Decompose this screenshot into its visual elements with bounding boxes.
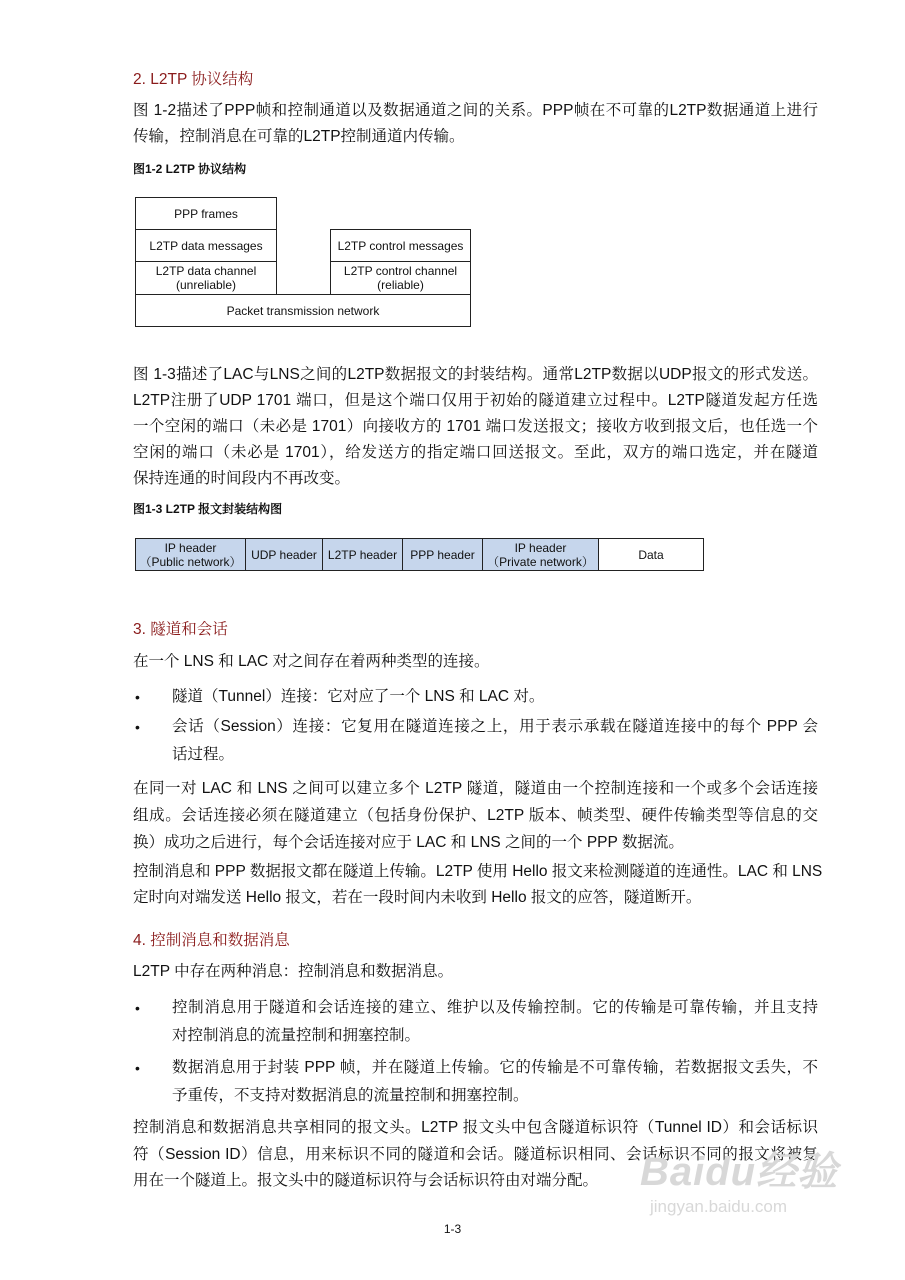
page-number: 1-3 <box>443 1222 462 1236</box>
network-box: Packet transmission network <box>135 294 471 327</box>
baidu-watermark <box>640 1140 838 1217</box>
ip-public-cell <box>135 538 246 571</box>
bullet: • <box>135 1060 140 1076</box>
text-line: 数据消息用于封装 PPP 帧，并在隧道上传输。它的传输是不可靠传输，若数据报文丢失，不 <box>172 1059 818 1076</box>
label: (reliable) <box>377 278 424 292</box>
text-line: 隧道（Tunnel）连接：它对应了一个 LNS 和 LAC 对。 <box>172 688 545 705</box>
text-line: 话过程。 <box>172 746 235 763</box>
text-line: 一个空闲的端口（未必是 1701）向接收方的 1701 端口发送报文；接收方收到报文后，也任选一个 <box>133 418 818 435</box>
label: IP header <box>164 540 217 555</box>
section-heading: 2. L2TP 协议结构 <box>133 71 254 88</box>
text-line: L2TP注册了UDP 1701 端口，但是这个端口仅用于初始的隧道建立过程中。L2TP隧道发起方任选 <box>133 392 818 409</box>
text-line: 予重传，不支持对数据消息的流量控制和拥塞控制。 <box>172 1087 529 1104</box>
bullet: • <box>135 689 140 705</box>
text-line: 控制消息和 PPP 数据报文都在隧道上传输。L2TP 使用 Hello 报文来检测隧道的连通性。LAC 和 LNS <box>133 863 823 880</box>
text-line: 空闲的端口（未必是 1701），给发送方的指定端口回送报文。至此，双方的端口选定，并在隧道 <box>133 444 818 461</box>
watermark-url: jingyan.baidu.com <box>650 1197 788 1216</box>
text-line: 在同一对 LAC 和 LNS 之间可以建立多个 L2TP 隧道，隧道由一个控制连接和一个或多个会话连接 <box>133 780 818 797</box>
text-line: 控制消息用于隧道和会话连接的建立、维护以及传输控制。它的传输是可靠传输，并且支持 <box>172 999 818 1016</box>
figure-caption: 图1-3 L2TP 报文封装结构图 <box>133 502 283 516</box>
text-line: 在一个 LNS 和 LAC 对之间存在着两种类型的连接。 <box>133 653 490 670</box>
text-line: 图 1-2描述了PPP帧和控制通道以及数据通道之间的关系。PPP帧在不可靠的L2TP数据通道上进行 <box>133 102 818 119</box>
label: L2TP data channel <box>155 264 257 278</box>
text-line: 控制消息和数据消息共享相同的报文头。L2TP 报文头中包含隧道标识符（Tunnel ID）和会话标识 <box>133 1119 818 1136</box>
data-cell: Data <box>598 538 704 571</box>
control-messages-box: L2TP control messages <box>330 229 471 262</box>
label: （Private network） <box>487 554 594 569</box>
text-line: L2TP 中存在两种消息：控制消息和数据消息。 <box>133 963 454 980</box>
label: （Public network） <box>139 554 242 569</box>
data-messages-box: L2TP data messages <box>135 229 277 262</box>
text-line: 组成。会话连接必须在隧道建立（包括身份保护、L2TP 版本、帧类型、硬件传输类型等信息的交 <box>133 807 818 824</box>
ppp-header-cell: PPP header <box>402 538 483 571</box>
l2tp-header-cell: L2TP header <box>322 538 403 571</box>
text-line: 用在一个隧道上。报文头中的隧道标识符与会话标识符由对端分配。 <box>133 1172 599 1189</box>
text-line: 传输，控制消息在可靠的L2TP控制通道内传输。 <box>133 128 465 145</box>
figure-caption: 图1-2 L2TP 协议结构 <box>133 162 247 176</box>
label: L2TP control channel <box>343 264 458 278</box>
udp-header-cell: UDP header <box>245 538 323 571</box>
ip-private-cell <box>482 538 599 571</box>
text-line: 会话（Session）连接：它复用在隧道连接之上，用于表示承载在隧道连接中的每个 PPP 会 <box>172 718 818 735</box>
ppp-frames-box: PPP frames <box>135 197 277 230</box>
section-heading: 4. 控制消息和数据消息 <box>133 932 290 949</box>
text-line: 符（Session ID）信息，用来标识不同的隧道和会话。隧道标识相同、会话标识不同的报文将被复 <box>133 1146 818 1163</box>
watermark-logo: Baidu经验 <box>640 1150 839 1194</box>
text-line: 定时向对端发送 Hello 报文，若在一段时间内未收到 Hello 报文的应答，隧道断开。 <box>133 889 702 906</box>
text-line: 换）成功之后进行，每个会话连接对应于 LAC 和 LNS 之间的一个 PPP 数据流。 <box>133 834 684 851</box>
text-line: 对控制消息的流量控制和拥塞控制。 <box>172 1027 421 1044</box>
label: (unreliable) <box>175 278 237 292</box>
bullet: • <box>135 1000 140 1016</box>
bullet: • <box>135 719 140 735</box>
section-heading: 3. 隧道和会话 <box>133 621 228 638</box>
data-channel-box <box>135 261 277 295</box>
text-line: 保持连通的时间段内不再改变。 <box>133 470 351 487</box>
control-channel-box <box>330 261 471 295</box>
text-line: 图 1-3描述了LAC与LNS之间的L2TP数据报文的封装结构。通常L2TP数据以UDP报文的形式发送。 <box>133 366 818 383</box>
label: IP header <box>514 540 567 555</box>
